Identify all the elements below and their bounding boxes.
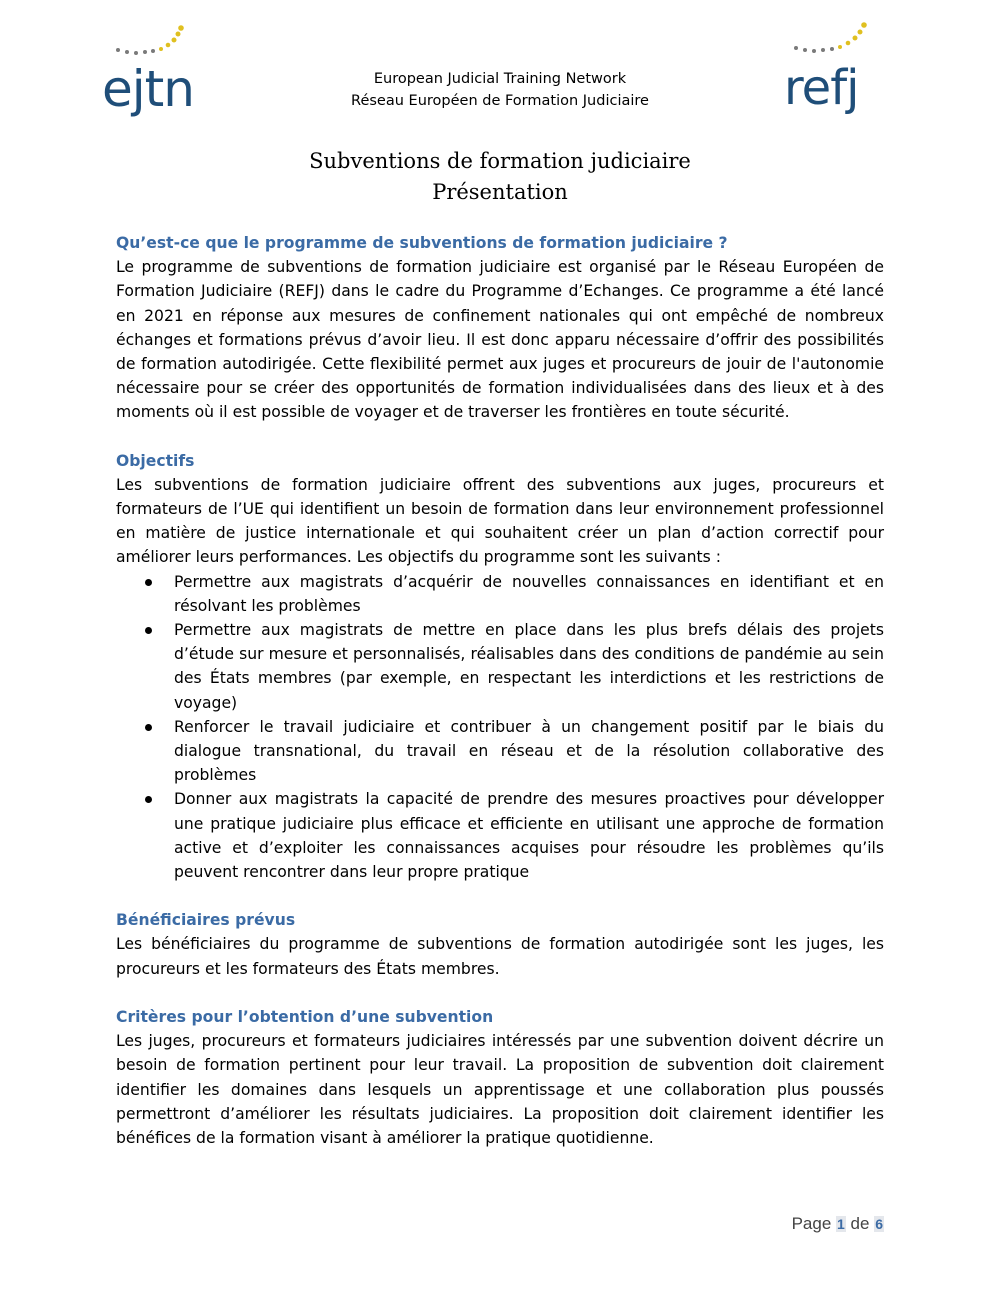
section-paragraph: Les juges, procureurs et formateurs judiciaires intéressés par une subvention doivent décrire un besoin de formation pertinent pour leur travail. La proposition de subvention doit clairement identifier les domaines dans lesquels un apprentissage et une collaboration plus poussés permettront d’améliorer les résultats judiciaires. La proposition doit clairement identifier les bénéfices de la formation visant à améliorer la pratique quotidienne. — [116, 1032, 884, 1147]
list-item-text: Permettre aux magistrats de mettre en place dans les plus brefs délais des projets d’étude sur mesure et personnalisés, réalisables dans des conditions de pandémie au sein des États membres (par exemple, en respectant les interdictions et les restrictions de voyage) — [174, 621, 884, 712]
title-line-1: Subventions de formation judiciaire — [309, 149, 691, 173]
section-heading: Bénéficiaires prévus — [116, 911, 296, 930]
list-item — [116, 787, 884, 884]
bullet-icon — [145, 627, 152, 634]
section-presentation — [116, 231, 884, 425]
list-item-text: Donner aux magistrats la capacité de prendre des mesures proactives pour développer une pratique judiciaire plus efficace et efficiente en utilisant une approche de formation active et d’exploiter les connaissances acquises pour résoudre les problèmes qu’ils peuvent rencontrer dans leur propre pratique — [174, 790, 884, 882]
page-footer — [792, 1214, 884, 1234]
list-item — [116, 715, 884, 788]
section-heading: Objectifs — [116, 451, 195, 470]
logo-stars-icon — [116, 25, 184, 55]
section-paragraph: Le programme de subventions de formation judiciaire est organisé par le Réseau Européen de Formation Judiciaire (REFJ) dans le cadre du Programme d’Echanges. Ce programme a été lancé en 2021 en réponse aux mesures de confinement nationales qui ont empêché de nombreux échanges et formations prévus d’avoir lieu. Il est donc apparu nécessaire d’offrir des possibilités de formation autodirigée. Cette flexibilité permet aux juges et procureurs de jouir de l'autonomie nécessaire pour se créer des opportunités de formation individualisées dans des lieux et à des moments où il est possible de voyager et de traverser les frontières en toute sécurité. — [116, 258, 884, 422]
header-line-fr: Réseau Européen de Formation Judiciaire — [351, 93, 649, 109]
section-paragraph: Les subventions de formation judiciaire offrent des subventions aux juges, procureurs et formateurs de l’UE qui identifient un besoin de formation dans leur environnement professionnel en matière de justice internationale et qui souhaitent créer un plan d’action correctif pour améliorer leurs performances. Les objectifs du programme sont les suivants : — [116, 475, 884, 567]
list-item-text: Permettre aux magistrats d’acquérir de nouvelles connaissances en identifiant et en résolvant les problèmes — [174, 572, 884, 615]
bullet-icon — [145, 796, 152, 803]
list-item — [116, 618, 884, 715]
page-header — [0, 68, 1000, 112]
header-line-en: European Judicial Training Network — [373, 71, 627, 87]
list-item — [116, 570, 884, 618]
of-label: de — [850, 1214, 870, 1233]
page-label: Page — [791, 1214, 832, 1233]
bullet-icon — [145, 724, 152, 731]
objectives-list — [116, 570, 884, 885]
section-beneficiaires — [116, 908, 884, 981]
bullet-icon — [145, 579, 152, 586]
logo-text: ejtn — [102, 60, 194, 118]
section-heading: Critères pour l’obtention d’une subvention — [116, 1007, 494, 1026]
title-line-2: Présentation — [432, 180, 568, 204]
section-paragraph: Les bénéficiaires du programme de subventions de formation autodirigée sont les juges, les procureurs et les formateurs des États membres. — [116, 935, 884, 978]
section-heading: Qu’est-ce que le programme de subventions de formation judiciaire ? — [116, 234, 728, 252]
list-item-text: Renforcer le travail judiciaire et contribuer à un changement positif par le biais du dialogue transnational, du travail en réseau et de la résolution collaborative des problèmes — [174, 717, 884, 785]
section-objectifs — [116, 449, 884, 885]
document-title — [0, 146, 1000, 208]
document-body — [116, 231, 884, 1174]
total-page-number: 6 — [875, 1216, 883, 1232]
logo-text: refj — [784, 60, 859, 116]
logo-stars-icon — [794, 22, 867, 53]
current-page-number: 1 — [837, 1216, 845, 1232]
section-criteres — [116, 1005, 884, 1150]
